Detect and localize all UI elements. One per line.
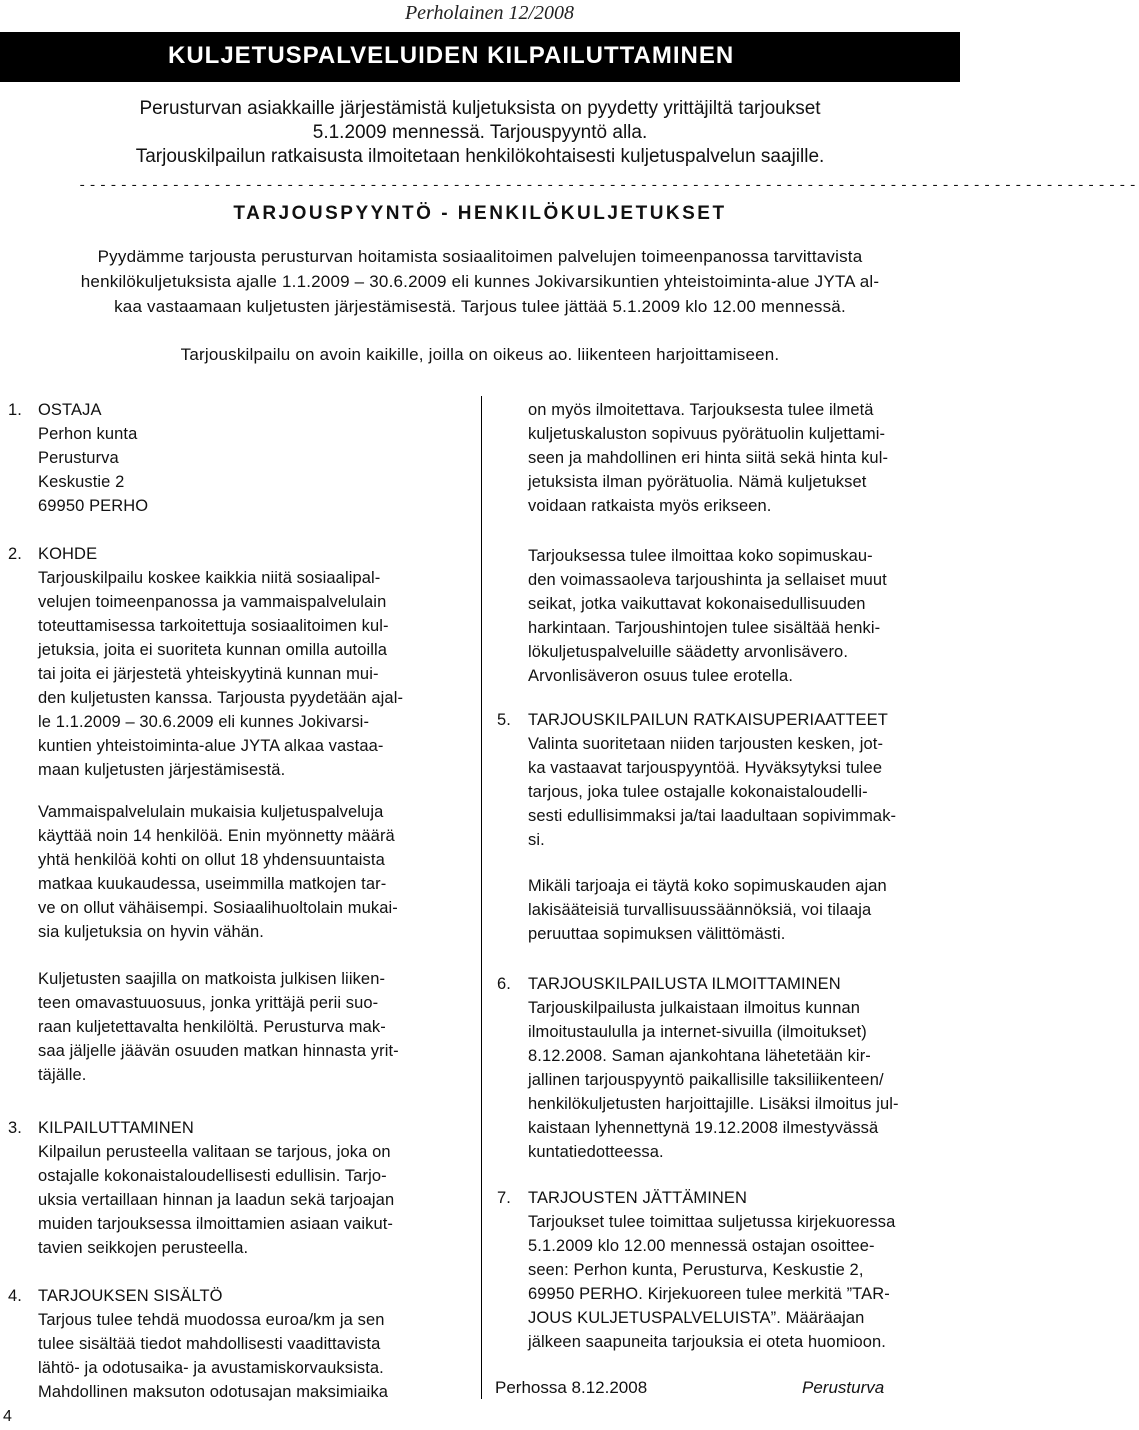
section-offer-content bbox=[38, 1284, 468, 1404]
text-line: Valinta suoritetaan niiden tarjousten kesken, jot- bbox=[528, 735, 884, 753]
text-line: jälkeen saapuneita tarjouksia ei oteta huomioon. bbox=[528, 1333, 886, 1351]
text-line: lakisääteisiä turvallisuussäännöksiä, voi tilaaja bbox=[528, 901, 872, 919]
text-line: peruuttaa sopimuksen välittömästi. bbox=[528, 925, 786, 943]
text-line: Kuljetusten saajilla on matkoista julkisen liiken- bbox=[38, 970, 386, 988]
text-line: kuntien yhteistoiminta-alue JYTA alkaa vastaa- bbox=[38, 737, 384, 755]
intro-text bbox=[0, 97, 960, 169]
section-title: TARJOUKSEN SISÄLTÖ bbox=[38, 1287, 223, 1305]
text-line: Arvonlisäveron osuus tulee erotella. bbox=[528, 667, 793, 685]
section-submission bbox=[528, 1186, 958, 1354]
text-line: kuntatiedotteessa. bbox=[528, 1143, 664, 1161]
request-text bbox=[14, 244, 946, 319]
text-line: JOUS KULJETUSPALVELUISTA”. Määräajan bbox=[528, 1309, 865, 1327]
signature: Perusturva bbox=[802, 1378, 885, 1397]
text-line: tarjous, joka tulee ostajalle kokonaistaloudelli- bbox=[528, 783, 868, 801]
banner-title: KULJETUSPALVELUIDEN KILPAILUTTAMINEN bbox=[168, 42, 735, 69]
text-line: Kilpailun perusteella valitaan se tarjous, joka on bbox=[38, 1143, 391, 1161]
text-line: ostajalle kokonaistaloudellisesti edullisin. Tarjo- bbox=[38, 1167, 387, 1185]
text-line: kuljetuskaluston sopivuus pyörätuolin kuljettami- bbox=[528, 425, 886, 443]
place-and-date: Perhossa 8.12.2008 bbox=[495, 1378, 648, 1397]
text-line: Perhon kunta bbox=[38, 425, 138, 443]
section-title: TARJOUSTEN JÄTTÄMINEN bbox=[528, 1189, 748, 1207]
text-line: harkintaan. Tarjoushintojen tulee sisältää henki- bbox=[528, 619, 881, 637]
text-line: Mahdollinen maksuton odotusajan maksimiaika bbox=[38, 1383, 389, 1401]
text-line: tai joita ei järjestetä yhteiskyytinä kunnan mui- bbox=[38, 665, 379, 683]
text-line: Perusturva bbox=[38, 449, 119, 467]
text-line: teen omavastuuosuus, jonka yrittäjä perii suo- bbox=[38, 994, 379, 1012]
section-competition bbox=[38, 1116, 468, 1260]
text-line: Keskustie 2 bbox=[38, 473, 125, 491]
text-line: henkilökuljetusten harjoittajille. Lisäksi ilmoitus jul- bbox=[528, 1095, 899, 1113]
text-line: 69950 PERHO bbox=[38, 497, 149, 515]
section-decision-principles bbox=[528, 708, 958, 946]
text-line: den voimassaoleva tarjoushinta ja sellaiset muut bbox=[528, 571, 887, 589]
text-line: voidaan ratkaista myös erikseen. bbox=[528, 497, 772, 515]
section-offer-content-continued bbox=[528, 398, 958, 688]
page-number: 4 bbox=[3, 1408, 12, 1425]
text-line: tulee sisältää tiedot mahdollisesti vaadittavista bbox=[38, 1335, 381, 1353]
text-line: jallinen tarjouspyyntö paikallisille taksiliikenteen/ bbox=[528, 1071, 884, 1089]
text-line: uksia vertaillaan hinnan ja laadun sekä tarjoajan bbox=[38, 1191, 395, 1209]
text-line: sesti edullisimmaksi ja/tai laadultaan sopivimmak- bbox=[528, 807, 897, 825]
text-line: ilmoitustaululla ja internet-sivuilla (ilmoitukset) bbox=[528, 1023, 867, 1041]
text-line: den kuljetusten kanssa. Tarjousta pyydetään ajal- bbox=[38, 689, 404, 707]
text-line: seikat, jotka vaikuttavat kokonaisedullisuuden bbox=[528, 595, 866, 613]
text-line: velujen toimeenpanossa ja vammaispalvelulain bbox=[38, 593, 387, 611]
title-banner bbox=[0, 32, 960, 82]
section-title: KOHDE bbox=[38, 545, 98, 563]
text-line: on myös ilmoitettava. Tarjouksesta tulee ilmetä bbox=[528, 401, 874, 419]
text-line: 5.1.2009 klo 12.00 mennessä ostajan osoittee- bbox=[528, 1237, 875, 1255]
text-line: tavien seikkojen perusteella. bbox=[38, 1239, 249, 1257]
text-line: le 1.1.2009 – 30.6.2009 eli kunnes Jokivarsi- bbox=[38, 713, 370, 731]
column-divider bbox=[481, 396, 482, 1399]
text-line: täjälle. bbox=[38, 1066, 87, 1084]
text-line: seen: Perhon kunta, Perusturva, Keskustie 2, bbox=[528, 1261, 864, 1279]
section-number: 6. bbox=[497, 975, 511, 993]
text-line: lähtö- ja odotusaika- ja avustamiskorvauksista. bbox=[38, 1359, 384, 1377]
section-title: TARJOUSKILPAILUN RATKAISUPERIAATTEET bbox=[528, 711, 888, 729]
text-line: maan kuljetusten järjestämisestä. bbox=[38, 761, 286, 779]
text-line: toteuttamisessa tarkoitettuja sosiaalitoimen kul- bbox=[38, 617, 389, 635]
text-line: ka vastaavat tarjouspyyntöä. Hyväksytyksi tulee bbox=[528, 759, 883, 777]
text-line: matkaa kuukaudessa, useimmilla matkojen tar- bbox=[38, 875, 387, 893]
text-line: Tarjouskilpailu koskee kaikkia niitä sosiaalipal- bbox=[38, 569, 381, 587]
section-title: OSTAJA bbox=[38, 401, 102, 419]
text-line: saa jäljelle jäävän osuuden matkan hinnasta yrit- bbox=[38, 1042, 399, 1060]
section-number: 5. bbox=[497, 711, 511, 729]
text-line: jetuksista ilman pyörätuolia. Nämä kuljetukset bbox=[528, 473, 867, 491]
section-title: TARJOUSKILPAILUSTA ILMOITTAMINEN bbox=[528, 975, 841, 993]
publication-header: Perholainen 12/2008 bbox=[404, 2, 574, 24]
intro-line: Perusturvan asiakkaille järjestämistä kuljetuksista on pyydetty yrittäjiltä tarjoukset bbox=[139, 98, 821, 119]
dashed-separator: ------------------------------------------------------------------------------------------------------ bbox=[78, 178, 1139, 194]
section-subject bbox=[38, 542, 468, 1087]
section-number: 2. bbox=[8, 545, 22, 563]
request-line: henkilökuljetuksista ajalle 1.1.2009 – 30.6.2009 eli kunnes Jokivarsikuntien yhteistoiminta-alue JYTA al- bbox=[80, 272, 880, 291]
text-line: muiden tarjouksessa ilmoittamien asiaan vaikut- bbox=[38, 1215, 394, 1233]
section-number: 4. bbox=[8, 1287, 22, 1305]
text-line: kaistaan lyhennettynä 19.12.2008 ilmestyvässä bbox=[528, 1119, 879, 1137]
text-line: raan kuljetettavalta henkilöltä. Perusturva mak- bbox=[38, 1018, 386, 1036]
section-number: 7. bbox=[497, 1189, 511, 1207]
text-line: käyttää noin 14 henkilöä. Enin myönnetty määrä bbox=[38, 827, 395, 845]
text-line: si. bbox=[528, 831, 545, 849]
text-line: Vammaispalvelulain mukaisia kuljetuspalveluja bbox=[38, 803, 384, 821]
text-line: ve on ollut vähäisempi. Sosiaalihuoltolain mukai- bbox=[38, 899, 398, 917]
text-line: sia kuljetuksia on hyvin vähän. bbox=[38, 923, 264, 941]
section-title: KILPAILUTTAMINEN bbox=[38, 1119, 194, 1137]
text-line: Tarjouksessa tulee ilmoittaa koko sopimuskau- bbox=[528, 547, 873, 565]
text-line: jetuksia, joita ei suoriteta kunnan omilla autoilla bbox=[38, 641, 388, 659]
intro-line: 5.1.2009 mennessä. Tarjouspyyntö alla. bbox=[312, 122, 648, 143]
text-line: yhtä henkilöä kohti on ollut 18 yhdensuuntaista bbox=[38, 851, 385, 869]
request-title: TARJOUSPYYNTÖ - HENKILÖKULJETUKSET bbox=[233, 203, 727, 224]
text-line: lökuljetuspalveluille säädetty arvonlisävero. bbox=[528, 643, 849, 661]
text-line: Tarjous tulee tehdä muodossa euroa/km ja sen bbox=[38, 1311, 385, 1329]
text-line: seen ja mahdollinen eri hinta siitä sekä hinta kul- bbox=[528, 449, 889, 467]
text-line: Tarjouskilpailusta julkaistaan ilmoitus kunnan bbox=[528, 999, 861, 1017]
intro-line: Tarjouskilpailun ratkaisusta ilmoitetaan henkilökohtaisesti kuljetuspalvelun saajille. bbox=[135, 146, 825, 167]
open-competition-note: Tarjouskilpailu on avoin kaikille, joilla on oikeus ao. liikenteen harjoittamiseen. bbox=[180, 345, 780, 364]
text-line: Mikäli tarjoaja ei täytä koko sopimuskauden ajan bbox=[528, 877, 887, 895]
text-line: 8.12.2008. Saman ajankohtana lähetetään kir- bbox=[528, 1047, 871, 1065]
section-number: 1. bbox=[8, 401, 22, 419]
section-buyer bbox=[38, 398, 468, 518]
section-announcement bbox=[528, 972, 958, 1164]
request-line: kaa vastaamaan kuljetusten järjestämisestä. Tarjous tulee jättää 5.1.2009 klo 12.00 mennessä. bbox=[114, 297, 846, 316]
text-line: Tarjoukset tulee toimittaa suljetussa kirjekuoressa bbox=[528, 1213, 896, 1231]
text-line: 69950 PERHO. Kirjekuoreen tulee merkitä ”TAR- bbox=[528, 1285, 890, 1303]
request-line: Pyydämme tarjousta perusturvan hoitamista sosiaalitoimen palvelujen toimeenpanossa tarvittavista bbox=[97, 247, 863, 266]
section-number: 3. bbox=[8, 1119, 22, 1137]
